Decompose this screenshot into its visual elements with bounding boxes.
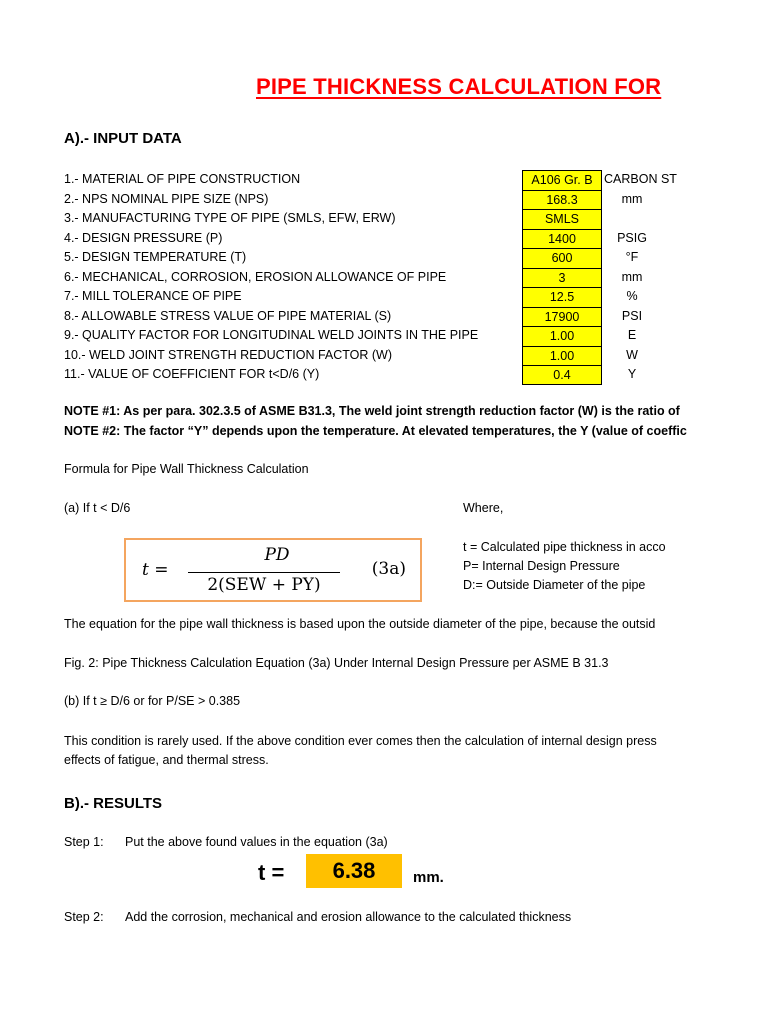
input-unit: PSI — [621, 308, 643, 323]
formula-heading: Formula for Pipe Wall Thickness Calculation — [64, 462, 309, 476]
where-label: Where, — [463, 501, 504, 515]
input-unit: °F — [625, 250, 639, 264]
input-value-cell[interactable]: 17900 — [522, 307, 602, 327]
input-unit: E — [627, 328, 637, 342]
input-row — [0, 287, 768, 307]
input-value-cell[interactable]: 1400 — [522, 229, 602, 249]
section-results-heading: B).- RESULTS — [64, 795, 163, 812]
formula-denominator: 2(SEW + PY) — [207, 575, 321, 595]
fraction-bar — [188, 572, 340, 573]
input-row — [0, 209, 768, 229]
step-1-text: Put the above found values in the equation (3a) — [125, 835, 388, 849]
equation-tag: (3a) — [371, 559, 406, 579]
input-unit: CARBON ST — [604, 172, 677, 186]
input-unit: mm — [621, 191, 643, 206]
input-row — [0, 307, 768, 327]
input-unit: % — [626, 289, 638, 303]
input-label: 6.- MECHANICAL, CORROSION, EROSION ALLOWANCE OF PIPE — [64, 269, 447, 284]
input-value-cell[interactable]: 600 — [522, 248, 602, 268]
input-unit: mm — [621, 269, 643, 284]
where-p-definition: P= Internal Design Pressure — [463, 559, 620, 573]
input-value-cell[interactable]: 168.3 — [522, 190, 602, 210]
input-label: 4.- DESIGN PRESSURE (P) — [64, 230, 223, 245]
input-row — [0, 365, 768, 385]
input-label: 3.- MANUFACTURING TYPE OF PIPE (SMLS, EFW, ERW) — [64, 211, 396, 225]
input-value-cell[interactable]: A106 Gr. B — [522, 170, 602, 190]
input-label: 7.- MILL TOLERANCE OF PIPE — [64, 289, 242, 303]
input-label: 5.- DESIGN TEMPERATURE (T) — [64, 250, 247, 264]
input-unit: W — [626, 347, 638, 362]
formula-lhs: t = — [142, 560, 169, 580]
result-value-cell[interactable]: 6.38 — [306, 854, 402, 888]
input-value-cell[interactable]: 12.5 — [522, 287, 602, 307]
rare-condition-line-1: This condition is rarely used. If the above condition ever comes then the calculation of internal design press — [64, 734, 657, 748]
rare-condition-line-2: effects of fatigue, and thermal stress. — [64, 753, 269, 767]
input-label: 9.- QUALITY FACTOR FOR LONGITUDINAL WELD JOINTS IN THE PIPE — [64, 328, 479, 342]
input-value-cell[interactable]: 3 — [522, 268, 602, 288]
input-label: 8.- ALLOWABLE STRESS VALUE OF PIPE MATERIAL (S) — [64, 308, 392, 323]
step-1-label: Step 1: — [64, 835, 104, 849]
input-row — [0, 190, 768, 210]
page-title: PIPE THICKNESS CALCULATION FOR — [256, 74, 662, 99]
formula-numerator: PD — [264, 545, 290, 565]
step-2 — [64, 910, 572, 924]
input-value-cell[interactable]: 0.4 — [522, 365, 602, 385]
equation-explanation: The equation for the pipe wall thickness is based upon the outside diameter of the pipe, because the outsid — [64, 617, 656, 631]
input-value-cell[interactable]: 1.00 — [522, 346, 602, 366]
input-value-cell[interactable]: SMLS — [522, 209, 602, 229]
input-row — [0, 268, 768, 288]
input-row — [0, 229, 768, 249]
input-label: 10.- WELD JOINT STRENGTH REDUCTION FACTOR (W) — [64, 347, 393, 362]
case-b-condition: (b) If t ≥ D/6 or for P/SE > 0.385 — [64, 694, 241, 708]
note-1: NOTE #1: As per para. 302.3.5 of ASME B31.3, The weld joint strength reduction factor (W) is the ratio of — [64, 404, 680, 418]
input-row — [0, 326, 768, 346]
figure-caption: Fig. 2: Pipe Thickness Calculation Equation (3a) Under Internal Design Pressure per ASME B 31.3 — [64, 656, 609, 670]
input-row — [0, 346, 768, 366]
note-2: NOTE #2: The factor “Y” depends upon the temperature. At elevated temperatures, the Y (value of coeffic — [64, 424, 687, 438]
step-2-label: Step 2: — [64, 910, 104, 924]
input-unit: PSIG — [617, 230, 647, 245]
case-a-condition: (a) If t < D/6 — [64, 501, 131, 515]
formula-3a-box — [124, 538, 422, 602]
result-lhs: t = — [258, 860, 285, 885]
input-row — [0, 170, 768, 190]
step-2-text: Add the corrosion, mechanical and erosion allowance to the calculated thickness — [125, 910, 572, 924]
input-label: 11.- VALUE OF COEFFICIENT FOR t<D/6 (Y) — [64, 367, 320, 381]
section-input-data-heading: A).- INPUT DATA — [64, 130, 182, 147]
where-d-definition: D:= Outside Diameter of the pipe — [463, 578, 646, 592]
input-row — [0, 248, 768, 268]
result-unit: mm. — [413, 869, 444, 886]
step-1 — [64, 835, 388, 849]
where-t-definition: t = Calculated pipe thickness in acco — [463, 540, 666, 554]
input-label: 1.- MATERIAL OF PIPE CONSTRUCTION — [64, 172, 301, 186]
input-unit: Y — [627, 367, 637, 381]
input-label: 2.- NPS NOMINAL PIPE SIZE (NPS) — [64, 191, 269, 206]
input-value-cell[interactable]: 1.00 — [522, 326, 602, 346]
